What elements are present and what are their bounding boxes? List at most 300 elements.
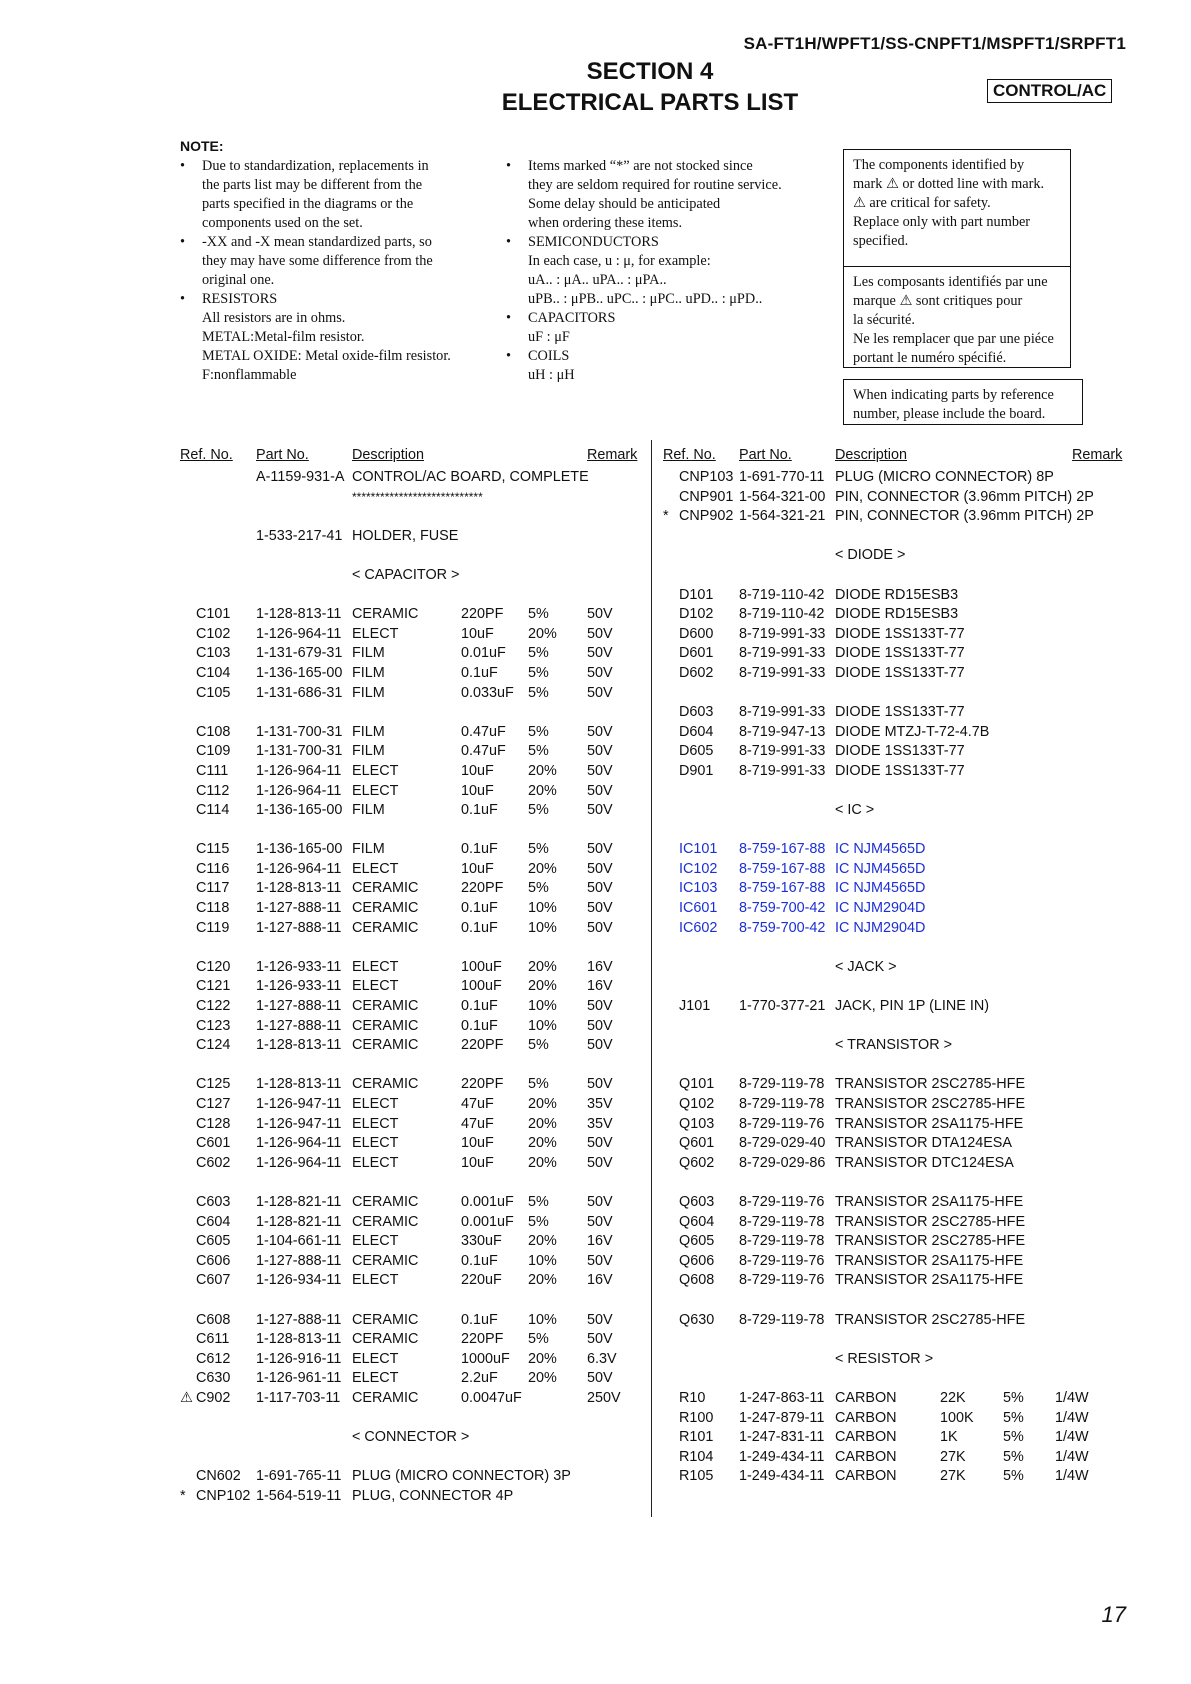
desc-cell: TRANSISTOR 2SA1175-HFE <box>835 1272 1024 1289</box>
note-line: parts specified in the diagrams or the <box>202 196 414 212</box>
value-cell: 10uF <box>461 762 494 779</box>
desc-cell: PLUG, CONNECTOR 4P <box>352 1487 514 1504</box>
part-cell: 1-770-377-21 <box>739 998 826 1015</box>
ref-cell: C112 <box>196 782 230 799</box>
tolerance-cell: 5% <box>1003 1389 1024 1406</box>
ref-cell: C607 <box>196 1272 231 1289</box>
value-cell: 0.001uF <box>461 1213 514 1230</box>
desc-cell: CONTROL/AC BOARD, COMPLETE <box>352 469 589 485</box>
table-row <box>663 801 1133 821</box>
part-cell: 1-126-964-11 <box>256 860 342 877</box>
note-item <box>506 233 836 309</box>
rating-cell: 1/4W <box>1055 1448 1089 1465</box>
part-cell: 1-117-703-11 <box>256 1389 341 1406</box>
desc-cell: CERAMIC <box>352 1017 419 1034</box>
part-cell: 1-136-165-00 <box>256 802 343 819</box>
desc-cell: < TRANSISTOR > <box>835 1037 953 1054</box>
table-row <box>180 1213 640 1233</box>
desc-cell: CARBON <box>835 1468 897 1485</box>
desc-cell: CARBON <box>835 1409 897 1426</box>
part-cell: 8-729-119-78 <box>739 1096 825 1112</box>
table-row <box>663 997 1133 1017</box>
table-row <box>180 821 640 841</box>
value-cell: 47uF <box>461 1115 494 1132</box>
ref-cell: C601 <box>196 1135 231 1152</box>
desc-cell: DIODE 1SS133T-77 <box>835 645 965 662</box>
table-row <box>180 840 640 860</box>
part-cell: 1-128-813-11 <box>256 880 342 897</box>
value-cell: 0.47uF <box>461 743 506 760</box>
table-row <box>180 1232 640 1252</box>
ref-cell: C124 <box>196 1037 231 1054</box>
ref-cell: C121 <box>196 978 231 995</box>
ref-cell: C602 <box>196 1154 231 1171</box>
desc-cell: < CAPACITOR > <box>352 566 460 583</box>
rating-cell: 250V <box>587 1389 621 1406</box>
ref-cell: Q604 <box>679 1213 715 1230</box>
desc-cell: CERAMIC <box>352 1311 419 1328</box>
ref-cell: CN602 <box>196 1468 241 1485</box>
table-row <box>180 1291 640 1311</box>
ref-cell: R100 <box>679 1409 714 1426</box>
tolerance-cell: 20% <box>528 978 557 995</box>
tolerance-cell: 5% <box>528 723 549 740</box>
ref-cell: D604 <box>679 723 714 740</box>
ref-cell: C118 <box>196 900 230 917</box>
rating-cell: 16V <box>587 958 613 975</box>
table-row <box>180 566 640 586</box>
table-row <box>180 919 640 939</box>
value-cell: 220PF <box>461 606 504 623</box>
rating-cell: 1/4W <box>1055 1429 1089 1446</box>
part-cell: 8-759-167-88 <box>739 880 826 897</box>
ref-cell: R104 <box>679 1448 714 1465</box>
desc-cell: ELECT <box>352 1115 399 1132</box>
ref-cell: Q101 <box>679 1076 715 1093</box>
desc-cell: TRANSISTOR 2SC2785-HFE <box>835 1233 1026 1250</box>
rating-cell: 16V <box>587 1272 613 1289</box>
tolerance-cell: 20% <box>528 625 557 642</box>
desc-cell: FILM <box>352 841 385 858</box>
rating-cell: 50V <box>587 625 613 642</box>
table-row <box>180 762 640 782</box>
note-line: • -XX and -X mean standardized parts, so <box>202 234 432 250</box>
header-part: Part No. <box>739 447 792 463</box>
table-row <box>663 840 1133 860</box>
part-cell: 1-127-888-11 <box>256 1017 342 1034</box>
desc-cell: ELECT <box>352 1233 399 1250</box>
table-row <box>663 1448 1133 1468</box>
note-line: Les composants identifiés par une <box>853 274 1048 290</box>
part-cell: 8-759-167-88 <box>739 841 826 858</box>
ref-cell: D605 <box>679 743 714 760</box>
table-row <box>180 605 640 625</box>
note-line: Ne les remplacer que par une piéce <box>853 331 1054 347</box>
part-cell: 1-564-321-21 <box>739 508 826 525</box>
value-cell: 2.2uF <box>461 1370 498 1387</box>
ref-cell: C125 <box>196 1076 231 1093</box>
table-row <box>180 644 640 664</box>
table-row <box>663 1409 1133 1429</box>
column-divider <box>651 440 652 1517</box>
desc-cell: DIODE 1SS133T-77 <box>835 664 965 681</box>
rating-cell: 1/4W <box>1055 1389 1089 1406</box>
desc-cell: < CONNECTOR > <box>352 1429 470 1446</box>
note-line: When indicating parts by reference <box>853 387 1054 403</box>
value-cell: 1000uF <box>461 1350 510 1367</box>
part-cell: 1-131-686-31 <box>256 684 343 701</box>
part-cell: 8-719-991-33 <box>739 664 826 681</box>
note-line: • COILS <box>528 348 570 364</box>
part-cell: 1-126-916-11 <box>256 1350 342 1367</box>
ref-cell: Q601 <box>679 1135 715 1152</box>
page-title: ELECTRICAL PARTS LIST <box>501 89 799 116</box>
desc-cell: ELECT <box>352 625 399 642</box>
ref-cell: C630 <box>196 1370 231 1387</box>
table-row <box>180 1369 640 1389</box>
rating-cell: 50V <box>587 664 613 681</box>
ref-cell: Q603 <box>679 1193 715 1210</box>
desc-cell: IC NJM4565D <box>835 841 926 858</box>
part-cell: 1-126-934-11 <box>256 1272 342 1289</box>
table-row <box>663 1056 1133 1076</box>
tolerance-cell: 20% <box>528 958 557 975</box>
part-cell: 8-759-167-88 <box>739 860 826 877</box>
ref-cell: Q102 <box>679 1096 715 1112</box>
table-row <box>180 997 640 1017</box>
desc-cell: FILM <box>352 723 385 740</box>
part-cell: 8-729-119-78 <box>739 1311 825 1328</box>
table-row <box>180 899 640 919</box>
ref-cell: IC102 <box>679 860 718 877</box>
part-cell: 1-131-679-31 <box>256 645 343 662</box>
value-cell: 0.0047uF <box>461 1389 522 1406</box>
ref-cell: D603 <box>679 704 714 721</box>
rating-cell: 50V <box>587 1311 613 1328</box>
ref-cell: IC101 <box>679 841 718 858</box>
notes-title: NOTE: <box>180 138 224 154</box>
parts-table-right <box>663 446 1133 1487</box>
tolerance-cell: 20% <box>528 1350 557 1367</box>
part-cell: 8-729-029-40 <box>739 1135 826 1152</box>
tolerance-cell: 20% <box>528 762 557 779</box>
desc-cell: < RESISTOR > <box>835 1350 934 1367</box>
table-row <box>180 1134 640 1154</box>
rating-cell: 50V <box>587 1037 613 1054</box>
value-cell: 220PF <box>461 1331 504 1348</box>
tolerance-cell: 20% <box>528 782 557 799</box>
value-cell: 1K <box>940 1429 958 1446</box>
note-line: they are seldom required for routine service. <box>528 177 782 193</box>
note-line: la sécurité. <box>853 312 915 328</box>
part-cell: 1-126-964-11 <box>256 782 342 799</box>
part-cell: 1-247-879-11 <box>739 1409 825 1426</box>
value-cell: 0.1uF <box>461 664 498 681</box>
ref-cell: D601 <box>679 645 714 662</box>
note-line: specified. <box>853 233 909 249</box>
desc-cell: TRANSISTOR DTC124ESA <box>835 1154 1014 1171</box>
ref-cell: C612 <box>196 1350 231 1367</box>
part-cell: 1-126-947-11 <box>256 1096 342 1112</box>
ref-cell: C119 <box>196 919 230 936</box>
part-cell: 8-729-119-78 <box>739 1233 825 1250</box>
tolerance-cell: 20% <box>528 1096 557 1112</box>
value-cell: 0.033uF <box>461 684 514 701</box>
rating-cell: 50V <box>587 998 613 1015</box>
rating-cell: 50V <box>587 782 613 799</box>
desc-cell: DIODE RD15ESB3 <box>835 606 959 623</box>
note-line: original one. <box>202 272 275 288</box>
board-tag: CONTROL/AC <box>987 79 1112 103</box>
ref-cell: Q608 <box>679 1272 715 1289</box>
part-cell: 8-719-991-33 <box>739 645 826 662</box>
header-desc: Description <box>352 447 424 463</box>
part-cell: 8-729-119-78 <box>739 1076 825 1093</box>
desc-cell: FILM <box>352 645 385 662</box>
tolerance-cell: 5% <box>528 841 549 858</box>
table-row <box>663 938 1133 958</box>
rating-cell: 50V <box>587 684 613 701</box>
table-row <box>663 1036 1133 1056</box>
note-line: the parts list may be different from the <box>202 177 423 193</box>
rating-cell: 35V <box>587 1115 613 1132</box>
note-line: number, please include the board. <box>853 406 1046 422</box>
table-row <box>663 723 1133 743</box>
table-body-left <box>180 468 640 1506</box>
table-row <box>180 977 640 997</box>
table-row <box>180 782 640 802</box>
parts-table-left <box>180 446 640 1506</box>
tolerance-cell: 20% <box>528 1154 557 1171</box>
part-cell: 1-564-519-11 <box>256 1487 342 1504</box>
ref-cell: CNP901 <box>679 488 734 505</box>
desc-cell: TRANSISTOR DTA124ESA <box>835 1135 1013 1152</box>
desc-cell: PIN, CONNECTOR (3.96mm PITCH) 2P <box>835 508 1094 525</box>
tolerance-cell: 5% <box>1003 1429 1024 1446</box>
desc-cell: FILM <box>352 743 385 760</box>
part-cell: 1-127-888-11 <box>256 900 342 917</box>
part-cell: 1-126-933-11 <box>256 978 342 995</box>
table-row <box>663 1173 1133 1193</box>
note-line: Replace only with part number <box>853 214 1031 230</box>
notes-column-1 <box>180 157 480 385</box>
part-cell: 8-719-947-13 <box>739 723 826 740</box>
ref-cell: R10 <box>679 1389 706 1406</box>
tolerance-cell: 5% <box>528 802 549 819</box>
ref-cell: C114 <box>196 802 230 819</box>
table-row <box>663 1291 1133 1311</box>
tolerance-cell: 10% <box>528 900 557 917</box>
table-row <box>663 468 1133 488</box>
table-row <box>663 684 1133 704</box>
ref-cell: R105 <box>679 1468 714 1485</box>
rating-cell: 16V <box>587 978 613 995</box>
note-line: uH : μH <box>528 367 575 383</box>
part-cell: 1-126-964-11 <box>256 762 342 779</box>
rating-cell: 50V <box>587 1135 613 1152</box>
header-ref: Ref. No. <box>180 447 233 463</box>
tolerance-cell: 5% <box>1003 1468 1024 1485</box>
ref-cell: D102 <box>679 606 714 623</box>
desc-cell: DIODE RD15ESB3 <box>835 586 959 603</box>
desc-cell: CERAMIC <box>352 1389 419 1406</box>
desc-cell: DIODE 1SS133T-77 <box>835 743 965 760</box>
table-row <box>663 664 1133 684</box>
ref-cell: C608 <box>196 1311 231 1328</box>
table-row <box>663 1232 1133 1252</box>
part-cell: 1-128-821-11 <box>256 1213 342 1230</box>
mark-cell: * <box>663 508 669 525</box>
safety-note-en <box>843 149 1071 266</box>
tolerance-cell: 5% <box>1003 1409 1024 1426</box>
notes-list-1 <box>180 157 480 385</box>
table-row <box>663 586 1133 606</box>
note-line: components used on the set. <box>202 215 363 231</box>
tolerance-cell: 20% <box>528 1272 557 1289</box>
ref-cell: IC601 <box>679 900 718 917</box>
table-row <box>180 1115 640 1135</box>
table-row <box>180 468 640 488</box>
value-cell: 47uF <box>461 1096 494 1112</box>
header-remark: Remark <box>1072 447 1123 463</box>
part-cell: 1-126-961-11 <box>256 1370 342 1387</box>
note-item <box>506 309 836 347</box>
value-cell: 10uF <box>461 860 494 877</box>
note-item <box>180 233 480 290</box>
note-line: portant le numéro spécifié. <box>853 350 1007 366</box>
table-row <box>180 488 640 508</box>
table-row <box>663 860 1133 880</box>
note-line: METAL:Metal-film resistor. <box>202 329 365 345</box>
desc-cell: ELECT <box>352 1370 399 1387</box>
note-line: All resistors are in ohms. <box>202 310 346 326</box>
desc-cell: FILM <box>352 684 385 701</box>
table-row <box>180 1311 640 1331</box>
table-row <box>180 527 640 547</box>
desc-cell: TRANSISTOR 2SC2785-HFE <box>835 1311 1026 1328</box>
table-row <box>180 1036 640 1056</box>
part-cell: 1-126-964-11 <box>256 1135 342 1152</box>
ref-cell: Q606 <box>679 1252 715 1269</box>
desc-cell: ELECT <box>352 782 399 799</box>
table-row <box>663 1330 1133 1350</box>
ref-cell: C604 <box>196 1213 231 1230</box>
rating-cell: 50V <box>587 723 613 740</box>
table-row <box>180 1330 640 1350</box>
ref-cell: CNP103 <box>679 469 734 485</box>
tolerance-cell: 10% <box>528 998 557 1015</box>
ref-cell: C902 <box>196 1389 231 1406</box>
tolerance-cell: 10% <box>528 1017 557 1034</box>
table-row <box>663 1154 1133 1174</box>
desc-cell: PLUG (MICRO CONNECTOR) 3P <box>352 1468 571 1485</box>
table-row <box>180 1428 640 1448</box>
tolerance-cell: 10% <box>528 1252 557 1269</box>
table-header <box>180 446 640 468</box>
desc-cell: < JACK > <box>835 958 897 975</box>
rating-cell: 50V <box>587 1017 613 1034</box>
note-line: F:nonflammable <box>202 367 297 383</box>
value-cell: 0.47uF <box>461 723 506 740</box>
ref-cell: Q630 <box>679 1311 715 1328</box>
rating-cell: 50V <box>587 606 613 623</box>
rating-cell: 50V <box>587 1193 613 1210</box>
rating-cell: 50V <box>587 1076 613 1093</box>
tolerance-cell: 5% <box>528 645 549 662</box>
part-cell: 1-127-888-11 <box>256 919 342 936</box>
table-row <box>663 762 1133 782</box>
table-row <box>180 1173 640 1193</box>
rating-cell: 16V <box>587 1233 613 1250</box>
value-cell: 10uF <box>461 1135 494 1152</box>
ref-cell: IC602 <box>679 919 718 936</box>
desc-cell: ELECT <box>352 860 399 877</box>
desc-cell: ELECT <box>352 1350 399 1367</box>
table-row <box>663 1095 1133 1115</box>
table-row <box>180 1409 640 1429</box>
ref-cell: C116 <box>196 860 230 877</box>
table-row <box>663 1311 1133 1331</box>
desc-cell: JACK, PIN 1P (LINE IN) <box>835 998 990 1015</box>
note-line: The components identified by <box>853 157 1025 173</box>
note-line: In each case, u : μ, for example: <box>528 253 711 269</box>
table-row <box>180 1389 640 1409</box>
tolerance-cell: 5% <box>528 880 549 897</box>
note-line: METAL OXIDE: Metal oxide-film resistor. <box>202 348 451 364</box>
part-cell: 8-719-991-33 <box>739 625 826 642</box>
tolerance-cell: 5% <box>528 684 549 701</box>
part-cell: 1-128-813-11 <box>256 1076 342 1093</box>
rating-cell: 50V <box>587 743 613 760</box>
table-row <box>663 1017 1133 1037</box>
note-line: • SEMICONDUCTORS <box>528 234 659 250</box>
part-cell: 1-247-831-11 <box>739 1429 825 1446</box>
table-row <box>180 1487 640 1507</box>
ref-cell: D600 <box>679 625 714 642</box>
note-line: uPB.. : μPB.. uPC.. : μPC.. uPD.. : μPD.. <box>528 291 763 307</box>
note-item <box>180 157 480 233</box>
table-row <box>180 684 640 704</box>
page-number: 17 <box>1101 1602 1126 1627</box>
desc-cell: TRANSISTOR 2SA1175-HFE <box>835 1252 1024 1269</box>
ref-cell: C122 <box>196 998 231 1015</box>
desc-cell: CERAMIC <box>352 1252 419 1269</box>
table-row <box>663 625 1133 645</box>
part-cell: 8-729-029-86 <box>739 1154 826 1171</box>
ref-cell: Q605 <box>679 1233 715 1250</box>
desc-cell: < DIODE > <box>835 547 906 564</box>
ref-cell: C103 <box>196 645 231 662</box>
table-row <box>180 1095 640 1115</box>
tolerance-cell: 20% <box>528 1135 557 1152</box>
desc-cell: CARBON <box>835 1389 897 1406</box>
table-row <box>663 821 1133 841</box>
tolerance-cell: 5% <box>528 743 549 760</box>
desc-cell: DIODE 1SS133T-77 <box>835 762 965 779</box>
rating-cell: 50V <box>587 880 613 897</box>
mark-cell: ⚠ <box>180 1389 193 1406</box>
desc-cell: IC NJM2904D <box>835 919 926 936</box>
tolerance-cell: 20% <box>528 1370 557 1387</box>
table-row <box>180 507 640 527</box>
table-row <box>663 879 1133 899</box>
table-row <box>180 742 640 762</box>
rating-cell: 50V <box>587 762 613 779</box>
ref-cell: D901 <box>679 762 714 779</box>
ref-cell: CNP102 <box>196 1487 251 1504</box>
ref-cell: Q103 <box>679 1115 715 1132</box>
desc-cell: CARBON <box>835 1448 897 1465</box>
